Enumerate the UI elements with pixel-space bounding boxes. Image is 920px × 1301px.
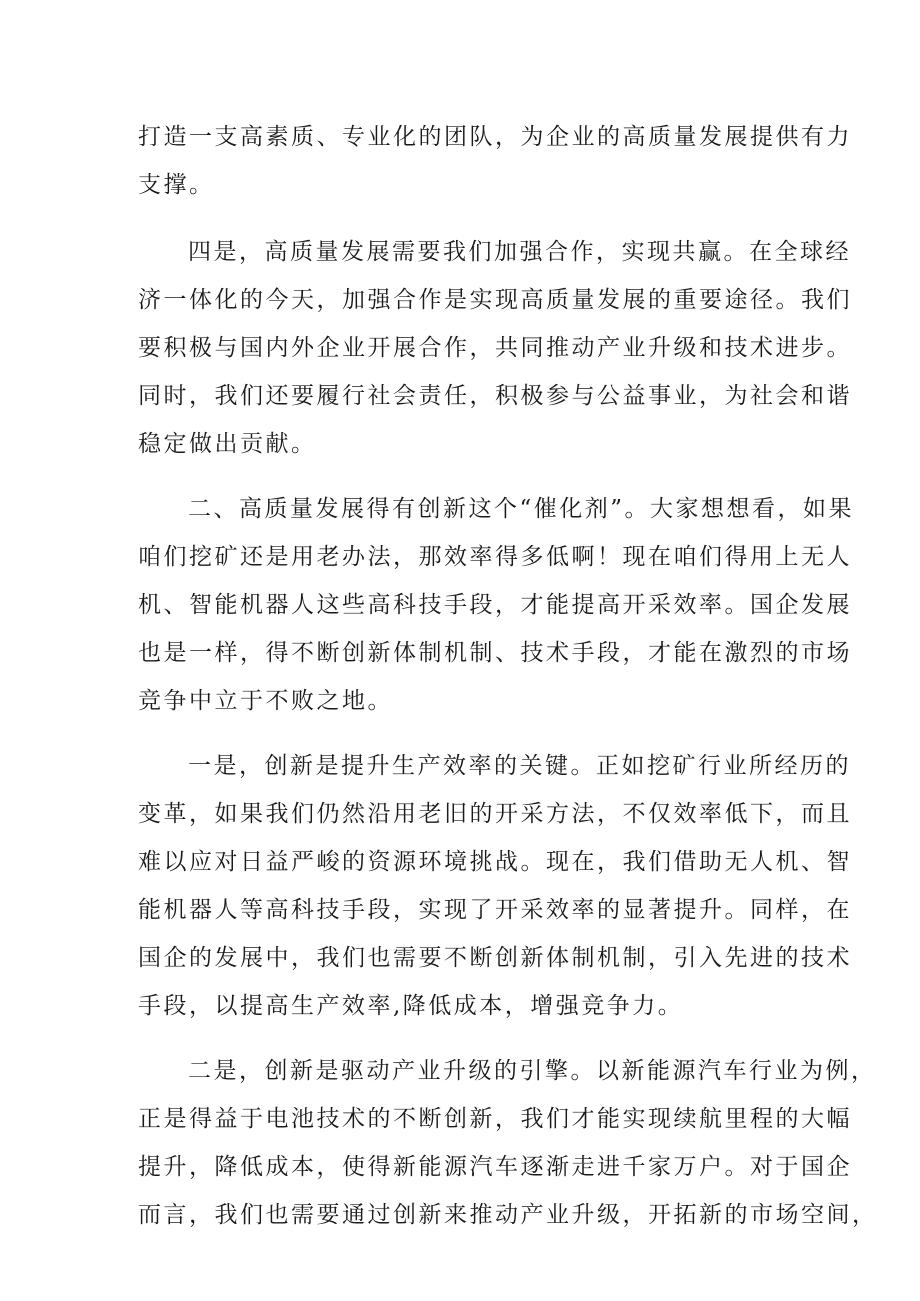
text-line: 而言，我们也需要通过创新来推动产业升级，开拓新的市场空间，	[138, 1202, 878, 1228]
text-line: 打造一支高素质、专业化的团队，为企业的高质量发展提供有力	[138, 124, 852, 150]
text-line: 机、智能机器人这些高科技手段，才能提高开采效率。国企发展	[138, 592, 852, 618]
text-line: 二是，创新是驱动产业升级的引擎。以新能源汽车行业为例，	[188, 1058, 877, 1084]
text-line: 国企的发展中，我们也需要不断创新体制机制，引入先进的技术	[138, 945, 852, 971]
text-line: 支撑。	[138, 172, 215, 198]
text-line: 一是，创新是提升生产效率的关键。正如挖矿行业所经历的	[188, 753, 851, 779]
text-line: 提升，降低成本，使得新能源汽车逐渐走进千家万户。对于国企	[138, 1154, 852, 1180]
text-line: 同时，我们还要履行社会责任，积极参与公益事业，为社会和谐	[138, 383, 852, 409]
text-line: 难以应对日益严峻的资源环境挑战。现在，我们借助无人机、智	[138, 849, 852, 875]
text-line: 四是，高质量发展需要我们加强合作，实现共赢。在全球经	[188, 239, 851, 265]
text-line: 二、高质量发展得有创新这个“催化剂”。大家想想看，如果	[188, 496, 855, 522]
text-line: 能机器人等高科技手段，实现了开采效率的显著提升。同样，在	[138, 897, 852, 923]
text-line: 也是一样，得不断创新体制机制、技术手段，才能在激烈的市场	[138, 640, 852, 666]
text-line: 济一体化的今天，加强合作是实现高质量发展的重要途径。我们	[138, 287, 852, 313]
text-line: 正是得益于电池技术的不断创新，我们才能实现续航里程的大幅	[138, 1106, 852, 1132]
text-line: 咱们挖矿还是用老办法，那效率得多低啊！现在咱们得用上无人	[138, 544, 852, 570]
text-line: 手段，以提高生产效率,降低成本，增强竞争力。	[138, 993, 684, 1019]
text-line: 稳定做出贡献。	[138, 431, 317, 457]
text-line: 竞争中立于不败之地。	[138, 688, 393, 714]
text-line: 变革，如果我们仍然沿用老旧的开采方法，不仅效率低下，而且	[138, 801, 852, 827]
text-line: 要积极与国内外企业开展合作，共同推动产业升级和技术进步。	[138, 335, 852, 361]
